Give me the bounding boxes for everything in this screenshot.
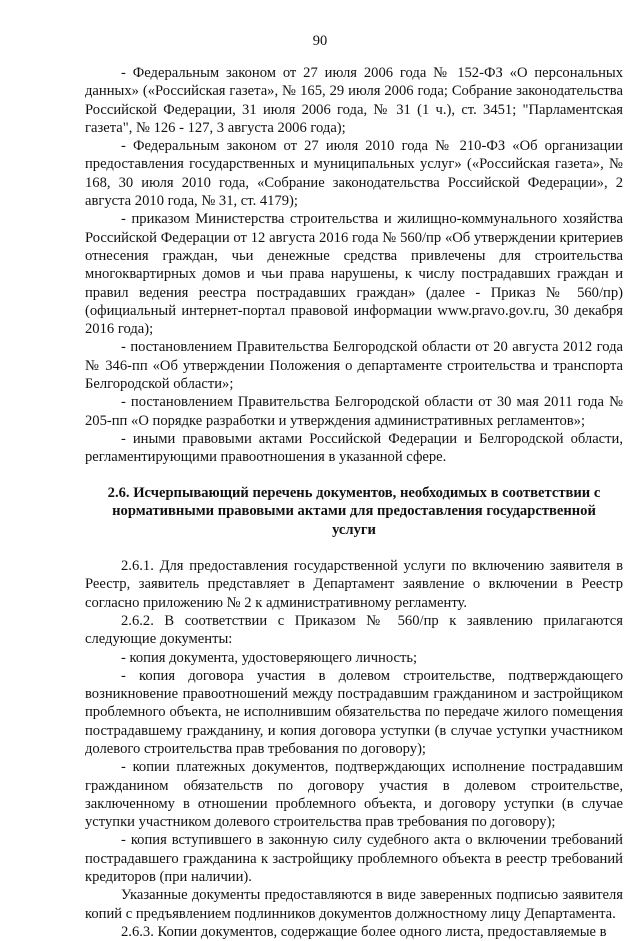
paragraph-2-6-3: 2.6.3. Копии документов, содержащие более одного листа, предоставляемые в: [121, 923, 607, 940]
paragraph-certified-copies: Указанные документы предоставляются в виде заверенных подписью заявителя копий с предъявлением подлинников документов должностному лицу Департамента.: [85, 887, 623, 922]
list-item-payment-docs: - копии платежных документов, подтверждающих исполнение пострадавшим гражданином обязательств по договору участия в долевом строительстве, заключенному в отношении проблемного объекта, и договору уступки (в случае уступки участником долевого строительства прав требования по договору);: [85, 759, 623, 831]
page-number: 90: [312, 33, 328, 49]
paragraph-resolution-205: - постановлением Правительства Белгородской области от 30 мая 2011 года № 205-пп «О порядке разработки и утверждения административных регламентов»;: [85, 394, 623, 429]
list-item-contract-copy: - копия договора участия в долевом строительстве, подтверждающего возникновение правоотношений между пострадавшим гражданином и застройщиком проблемного объекта, не исполнившим обязательства по передаче жилого помещения пострадавшему гражданину, и копия договора уступки (в случае уступки участником долевого строительства прав требования по договору);: [85, 667, 623, 757]
paragraph-order-560: - приказом Министерства строительства и жилищно-коммунального хозяйства Российской Федерации от 12 августа 2016 года № 560/пр «Об утверждении критериев отнесения граждан, чьи денежные средства привлечены для строительства многоквартирных домов и чьи права нарушены, к числу пострадавших граждан и правил ведения реестра пострадавших граждан» (далее - Приказ № 560/пр) (официальный интернет-портал правовой информации www.pravo.gov.ru, 30 декабря 2016 года);: [85, 211, 623, 338]
list-item-court-act: - копия вступившего в законную силу судебного акта о включении требований пострадавшего гражданина к застройщику проблемного объекта в реестр требований кредиторов (при наличии).: [85, 832, 623, 886]
section-heading: 2.6. Исчерпывающий перечень документов, необходимых в соответствии с нормативными правовыми актами для предоставления государственной услуги: [107, 484, 601, 538]
paragraph-law-210: - Федеральным законом от 27 июля 2010 года № 210-ФЗ «Об организации предоставления государственных и муниципальных услуг» («Российская газета», № 168, 30 июля 2010 года, «Собрание законодательства Российской Федерации», 2 августа 2010 года, № 31, ст. 4179);: [85, 138, 623, 210]
paragraph-other-acts: - иными правовыми актами Российской Федерации и Белгородской области, регламентирующими правоотношения в указанной сфере.: [85, 430, 623, 466]
paragraph-2-6-2: 2.6.2. В соответствии с Приказом № 560/пр к заявлению прилагаются следующие документы:: [85, 612, 623, 648]
paragraph-resolution-346: - постановлением Правительства Белгородской области от 20 августа 2012 года № 346-пп «Об утверждении Положения о департаменте строительства и транспорта Белгородской области»;: [85, 339, 623, 393]
paragraph-law-152: - Федеральным законом от 27 июля 2006 года № 152-ФЗ «О персональных данных» («Российская газета», № 165, 29 июля 2006 года; Собрание законодательства Российской Федерации, 31 июля 2006 года, № 31 (1 ч.), ст. 3451; "Парламентская газета", № 126 - 127, 3 августа 2006 года);: [85, 65, 623, 136]
paragraph-2-6-1: 2.6.1. Для предоставления государственной услуги по включению заявителя в Реестр, заявитель представляет в Департамент заявление о включении в Реестр согласно приложению № 2 к административному регламенту.: [85, 558, 623, 611]
document-body: [85, 64, 623, 941]
list-item-identity-doc: - копия документа, удостоверяющего личность;: [121, 649, 418, 666]
